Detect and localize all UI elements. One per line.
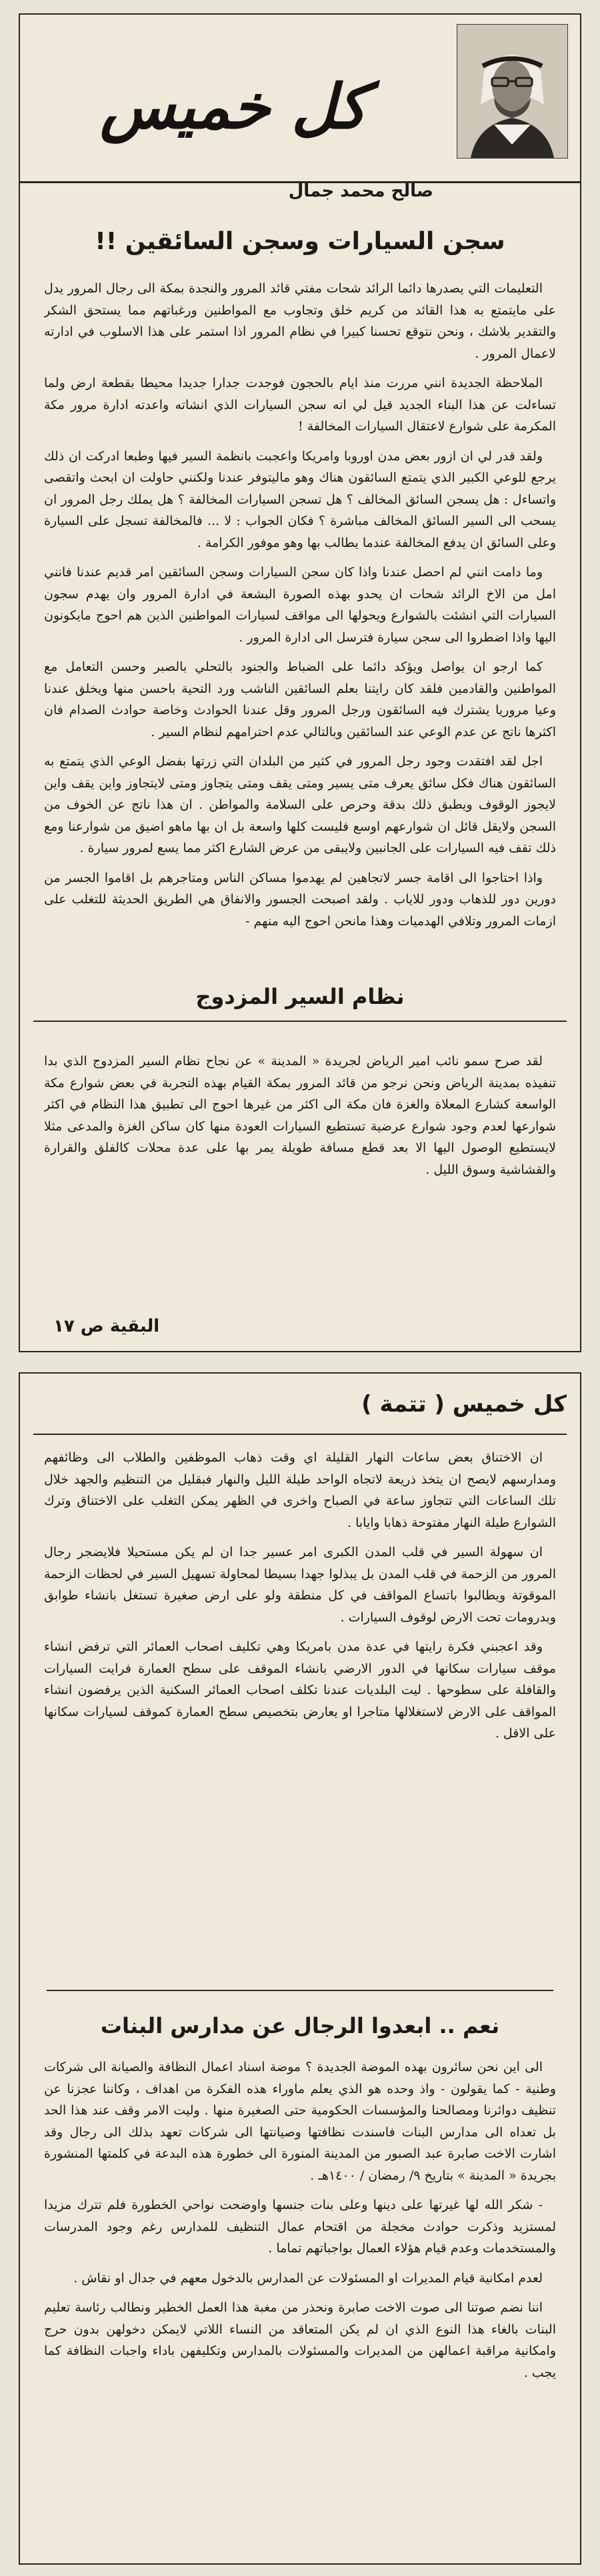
column-name: كل خميس	[100, 71, 367, 143]
section-paragraph: لقد صرح سمو نائب امير الرياض لجريدة « المدينة » عن نجاح نظام السير المزدوج الذي بدا تنفيذه بمدينة الرياض ونحن نرجو من قائد المرور بمكة القيام بهذه التجربة في بعض شوارع مكة الواسعة كشارع المعلاة والغزة فان مكة الى اكثر من غيرها احوج الى تطبيق هذا النظام في اكثر شوارعها لعدم وجود شوارع عرضية تستطيع السيارات العودة منها كان ساكن الغزة والمدعى مثلا لايستطيع الوصول اليها الا بعد قطع مسافة طويلة يمر بها على عدة محلات كالفلق والقرارة والقشاشية وسوق الليل .	[44, 1054, 556, 1177]
continuation-paragraph: ان الاختناق بعض ساعات النهار القليلة اي وقت ذهاب الموظفين والطلاب الى وظائفهم ومدارسهم لايصح ان يتخذ ذريعة لاتجاه الواحد طيلة الليل والنهار فبقليل من التنظيم والجهد خلال تلك الساعات التي تتجاوز ساعة في الصباح واخرى في الظهر يمكن التغلب على الاختناق وترك الشوارع طيلة النهار مفتوحة ذهابا وايابا .	[44, 1450, 556, 1530]
continuation-paragraph: وقد اعجبني فكرة رايتها في عدة مدن بامريكا وهي تكليف اصحاب العمائر التي ترفض انشاء موقف سيارات سكانها في الدور الارضي بانشاء الموقف على سطح العمارة فرايت السيارات والقافلة على سطوحها . ليت البلديات عندنا تكلف اصحاب العمائر السكنية الذين يرفضون انشاء المواقف على الارض لاستغلالها متاجرا او يعارض بتخصيص سطح العمارة كموقف لسيارات سكانها على الاقل .	[44, 1639, 556, 1741]
continuation-title: كل خميس ( تتمة )	[361, 1391, 567, 1418]
continued-note: البقية ص ١٧	[53, 1316, 160, 1336]
article-paragraph: الملاحظة الجديدة انني مررت منذ ايام بالحجون فوجدت جدارا جديدا محيطا بقطعة ارض ولما تساءلت عن هذا البناء الجديد قيل لي انه سجن السيارات الذي انشاته واعدته ادارة مرور مكة المكرمة على شوارع لاعتقال السيارات المخالفة !	[44, 376, 556, 434]
column-masthead	[20, 15, 580, 183]
author-portrait	[457, 24, 568, 159]
newspaper-clipping-main	[19, 13, 581, 1352]
article2-body	[44, 2056, 556, 2549]
continuation-paragraph: ان سهولة السير في قلب المدن الكبرى امر عسير جدا ان لم يكن مستحيلا فلايضجر رجال المرور من الزحمة في قلب المدن بل يبذلوا جهدا بسيطا لمحاولة تسهيل السير في لحظات الزحمة الموقوتة ويطالبوا باتساع المواقف في كل منطقة ولو على ارض صغيرة تستغل بانشاء طوابق وبدرومات تحت الارض لوقوف السيارات .	[44, 1545, 556, 1625]
article2-paragraph: لعدم امكانية قيام المديرات او المسئولات عن المدارس بالدخول معهم في جدال او نقاش .	[73, 2270, 543, 2286]
continuation-divider	[33, 1434, 567, 1435]
author-portrait-image	[457, 25, 567, 158]
article-paragraph: وما دامت انني لم احصل عندنا واذا كان سجن السيارات وسجن السائقين امر قديم عندنا فانني امل من الاخ الرائد شحات ان يحدو بهذه الصورة البشعة في ادارة المرور وان يهدم سجون السيارات التي انشئت بالشوارع ويحولها الى مواقف لسيارات المواطنين الذين هم احوج مايكونون اليها واذا اضطروا الى سجن سيارة فترسل الى ادارة المرور .	[44, 565, 556, 645]
article2-paragraph: - شكر الله لها غيرتها على دينها وعلى بنات جنسها واوضحت نواحي الخطورة فلم تترك مزيدا لمستزيد وذكرت حوادث مخجلة من اقتحام عمال التنظيف للمدارس رغم وجود المدرسات والمستخدمات وعدم قيام هؤلاء العمال بواجباتهم تماما .	[44, 2198, 556, 2256]
author-byline: صالح محمد جمال	[288, 181, 433, 201]
article-title: سجن السيارات وسجن السائقين !!	[95, 228, 505, 255]
article-body	[44, 278, 556, 957]
article2-divider	[47, 1990, 553, 1991]
continuation-body	[44, 1447, 556, 1973]
section-title: نظام السير المزدوج	[195, 984, 405, 1009]
article-paragraph: التعليمات التي يصدرها دائما الرائد شحات مفتي قائد المرور والنجدة بمكة الى رجال المرور يدل على مايتمتع به هذا القائد من كريم خلق وتجاوب مع المواطنين ورغباتهم مما يستحق الشكر والتقدير بلاشك ، ونحن نتوقع تحسنا كبيرا في نظام المرور اذا استمر على هذا الاسلوب في ادارته لاعمال المرور .	[44, 281, 556, 361]
article-paragraph: واذا احتاجوا الى اقامة جسر لاتجاهين لم يهدموا مساكن الناس ومتاجرهم بل اقاموا الجسر من دورين دور للذهاب ودور للاياب . ولقد اصبحت الجسور والانفاق هي الطريق الحديثة للتغلب على ازمات المرور وتلافي الهدميات وهذا مانحن احوج اليه منهم -	[44, 870, 556, 929]
article-paragraph: اجل لقد افتقدت وجود رجل المرور في كثير من البلدان التي زرتها بفضل الوعي الذي يتمتع به السائقون هناك فكل سائق يعرف متى يسير ومتى يقف ومتى يتجاوز ومتى لايتجاوز واين يقف واين لايجوز الوقوف ويطبق ذلك بدقة وحرص على السلامة والمواطن . ان هذا ناتج عن الخوف من السجن ولايقل قائل ان شوارعهم اوسع فليست كلها واسعة بل ان بها ماهو اضيق من شوارعنا ومع ذلك تقف فيه السيارات على الجانبين ولايبقى من عرض الشارع اكثر مما يسع لمرور سيارة .	[44, 754, 556, 855]
article2-paragraph: اننا نضم صوتنا الى صوت الاخت صابرة ونحذر من مغبة هذا العمل الخطير ونطالب رئاسة تعليم البنات بالغاء هذا النوع الذي ان لم يكن المتعاقد من النساء اللاتي لايمكن دخولهن بدون حرج وامكانية مراقبة اعمالهن من المديرات والمسئولات بالمدارس وتكليفهن باداء واجبات النظافة كما يجب .	[44, 2300, 556, 2380]
article-paragraph: ولقد قدر لي ان ازور بعض مدن اوروبا وامريكا واعجبت بانظمة السير فيها وطبعا ادركت ان ذلك يرجع للوعي الكبير الذي يتمتع السائقون هناك وهو ماليتوفر عندنا ولكنني حاولت ان ابحث واتقصى واتساءل : هل يسجن السائق المخالف ؟ هل تسجن السيارات المخالفة ؟ هل يملك رجل المرور ان يسحب الى السير السائق المخالف مباشرة ؟ فكان الجواب : لا ... فالمخالفة تسجل على السيارة وعلى السائق ان يدفع المخالفة عندما يطالب بها وهو موفور الكرامة .	[44, 448, 556, 550]
article2-title: نعم .. ابعدوا الرجال عن مدارس البنات	[100, 2013, 500, 2038]
article-paragraph: كما ارجو ان يواصل ويؤكد دائما على الضباط والجنود بالتحلي بالصبر وحسن التعامل مع المواطنين والقادمين فلقد كان رايتنا بعلم السائقين الناشب ورد التحية باحسن منها ويخلق عندنا وعيا مروريا يشترك فيه السائقون ورجل المرور وقل عندنا الحوادث وخاصة حوادث الصدام فان اكثرها ناتج عن عدم الوعي عند السائقين وبالتالي عدم احترامهم لنظام السير .	[44, 659, 556, 739]
section-divider	[33, 1021, 567, 1022]
section-body	[44, 1051, 556, 1307]
newspaper-clipping-continuation	[19, 1372, 581, 2565]
article2-paragraph: الى اين نحن سائرون بهذه الموضة الجديدة ؟ موضة اسناد اعمال النظافة والصيانة الى شركات وطنية - كما يقولون - واذ وحده هو الذي يعلم ماوراء هذه الفكرة من اهداف ، وكاننا عجزنا عن تنظيف دوائرنا ومصالحنا والمؤسسات الحكومية حتى الصغيرة منها . وليت الامر وقف عند هذا الحد بل تعداه الى مدارس البنات فاسندت نظافتها وصيانتها الى شركات تعهد بذلك الى رجال وقد اشارت الاخت صابرة عبد الصبور من المدينة المنورة الى خطورة هذه البدعة في كلمتها المنشورة بجريدة « المدينة » بتاريخ ٩/ رمضان / ١٤٠٠هـ .	[44, 2060, 556, 2183]
